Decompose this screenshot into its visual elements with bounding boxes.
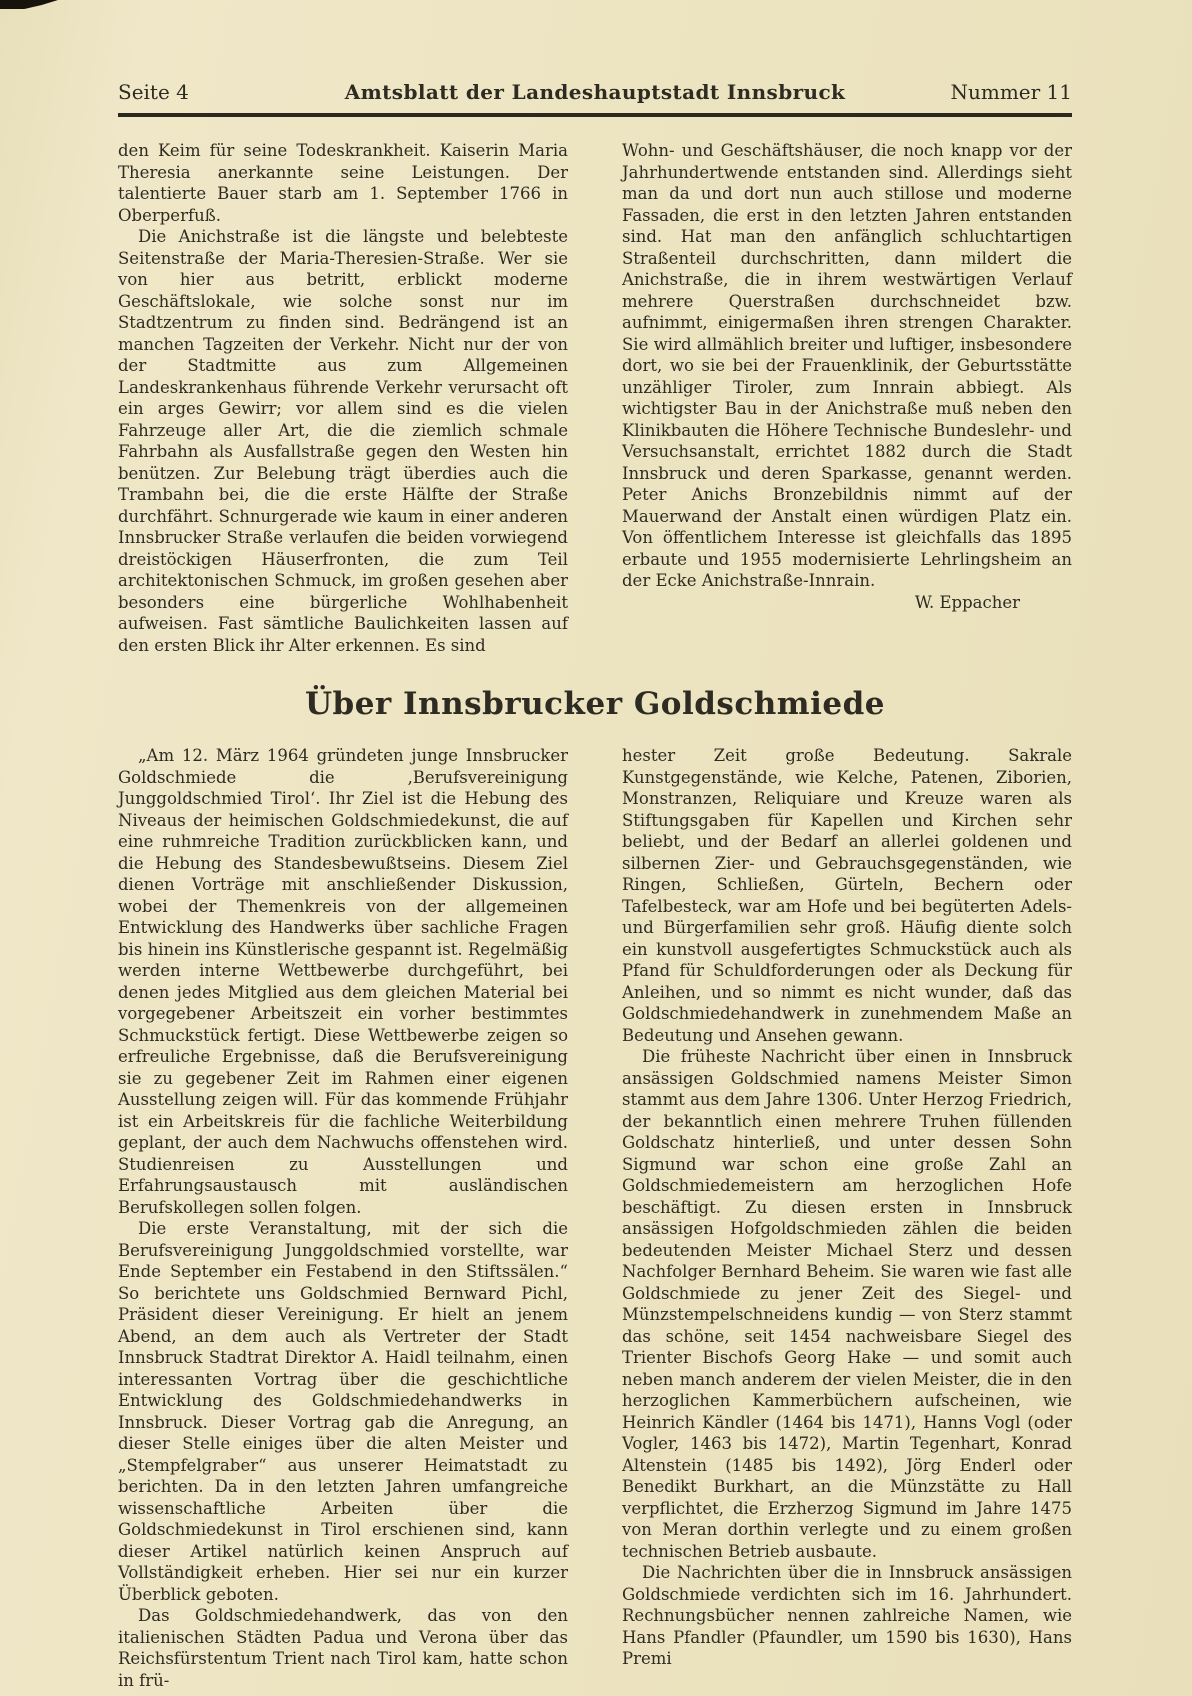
page-number-label: Seite 4 [118,80,189,104]
issue-number-label: Nummer 11 [950,80,1072,104]
author-byline: W. Eppacher [914,592,1020,612]
article-goldschmiede-heading: Über Innsbrucker Goldschmiede [304,686,885,722]
paragraph: Wohn- und Geschäftshäuser, die noch knapp vor der Jahrhundertwende entstanden sind. Allerdings sieht man da und dort nun auch stillose und moderne Fassaden, die erst in den letzten Jahren entstanden sind. Hat man den anfänglich schluchtartigen Straßenteil durchschritten, dann mildert die Anichstraße, die in ihrem westwärtigen Verlauf mehrere Querstraßen durchschneidet bzw. aufnimmt, einigermaßen ihren strengen Charakter. Sie wird allmählich breiter und luftiger, insbesondere dort, wo sie bei der Frauenklinik, der Geburtsstätte unzähliger Tiroler, zum Innrain abbiegt. Als wichtigster Bau in der Anichstraße muß neben den Klinikbauten die Höhere Technische Bundeslehr- und Versuchsanstalt, errichtet 1882 durch die Stadt Innsbruck und deren Sparkasse, genannt werden. Peter Anichs Bronzebildnis nimmt auf der Mauerwand der Anstalt einen würdigen Platz ein. Von öffentlichem Interesse ist gleichfalls das 1895 erbaute und 1955 modernisierte Lehrlingsheim an der Ecke Anichstraße-Innrain. [622,141,1072,590]
paragraph: Die früheste Nachricht über einen in Innsbruck ansässigen Goldschmied namens Meister Simon stammt aus dem Jahre 1306. Unter Herzog Friedrich, der bekanntlich einen mehrere Truhen füllenden Goldschatz hinterließ, und unter dessen Sohn Sigmund war schon eine große Zahl an Goldschmiedemeistern am herzoglichen Hofe beschäftigt. Zu diesen ersten in Innsbruck ansässigen Hofgoldschmieden zählen die beiden bedeutenden Meister Michael Sterz und dessen Nachfolger Bernhard Beheim. Sie waren wie fast alle Goldschmiede zu jener Zeit des Siegel- und Münzstempelschneidens kundig — von Sterz stammt das schöne, seit 1454 nachweisbare Siegel des Trienter Bischofs Georg Hake — und somit auch neben manch anderem der vielen Meister, die in den herzoglichen Kammerbüchern aufscheinen, wie Heinrich Kändler (1464 bis 1471), Hanns Vogl (oder Vogler, 1463 bis 1472), Martin Tegenhart, Konrad Altenstein (1485 bis 1492), Jörg Enderl oder Benedikt Burkhart, an die Münzstätte zu Hall verpflichtet, die Erzherzog Sigmund im Jahre 1475 von Meran dorthin verlegte und zu einem großen technischen Betrieb ausbaute. [622,1047,1072,1561]
paragraph: „Am 12. März 1964 gründeten junge Innsbrucker Goldschmiede die ‚Berufsvereinigung Junggoldschmied Tirol‘. Ihr Ziel ist die Hebung des Niveaus der heimischen Goldschmiedekunst, die auf eine ruhmreiche Tradition zurückblicken kann, und die Hebung des Standesbewußtseins. Diesem Ziel dienen Vorträge mit anschließender Diskussion, wobei der Themenkreis von der allgemeinen Entwicklung des Handwerks über sachliche Fragen bis hinein ins Künstlerische gespannt ist. Regelmäßig werden interne Wettbewerbe durchgeführt, bei denen jedes Mitglied aus dem gleichen Material bei vorgegebener Arbeitszeit ein vorher bestimmtes Schmuckstück fertigt. Diese Wettbewerbe zeigen so erfreuliche Ergebnisse, daß die Berufsvereinigung sie zu gegebener Zeit im Rahmen einer eigenen Ausstellung zeigen will. Für das kommende Frühjahr ist ein Arbeitskreis für die fachliche Weiterbildung geplant, der auch dem Nachwuchs offenstehen wird. Studienreisen zu Ausstellungen und Erfahrungsaustausch mit ausländischen Berufskollegen sollen folgen. [118,746,568,1217]
paragraph: Die Anichstraße ist die längste und belebteste Seitenstraße der Maria-Theresien-Straße. Wer sie von hier aus betritt, erblickt moderne Geschäftslokale, wie solche sonst nur im Stadtzentrum zu finden sind. Bedrängend ist an manchen Tagzeiten der Verkehr. Nicht nur der von der Stadtmitte aus zum Allgemeinen Landeskrankenhaus führende Verkehr verursacht oft ein arges Gewirr; vor allem sind es die vielen Fahrzeuge aller Art, die die ziemlich schmale Fahrbahn als Ausfallstraße gegen den Westen hin benützen. Zur Belebung trägt überdies auch die Trambahn bei, die die erste Hälfte der Straße durchfährt. Schnurgerade wie kaum in einer anderen Innsbrucker Straße verlaufen die beiden vorwiegend dreistöckigen Häuserfronten, die zum Teil architektonischen Schmuck, im großen gesehen aber besonders eine bürgerliche Wohlhabenheit aufweisen. Fast sämtliche Baulichkeiten lassen auf den ersten Blick ihr Alter erkennen. Es sind [118,227,568,655]
article-goldschmiede [118,745,1072,1691]
article-goldschmiede-left-column [118,745,568,1691]
article-anichstrasse-right-column [622,140,1072,656]
paragraph: den Keim für seine Todeskrankheit. Kaiserin Maria Theresia anerkannte seine Leistungen. Der talentierte Bauer starb am 1. September 1766 in Oberperfuß. [118,141,568,225]
scan-artifact [0,0,58,9]
article-anichstrasse-left-column [118,140,568,656]
paragraph: Die Nachrichten über die in Innsbruck ansässigen Goldschmiede verdichten sich im 16. Jahrhundert. Rechnungsbücher nennen zahlreiche Namen, wie Hans Pfandler (Pfaundler, um 1590 bis 1630), Hans Premi [622,1563,1072,1668]
publication-title: Amtsblatt der Landeshauptstadt Innsbruck [344,80,846,104]
page-header [118,80,1072,104]
paragraph: Die erste Veranstaltung, mit der sich die Berufsvereinigung Junggoldschmied vorstellte, war Ende September ein Festabend in den Stiftssälen.“ So berichtete uns Goldschmied Bernward Pichl, Präsident dieser Vereinigung. Er hielt an jenem Abend, an dem auch als Vertreter der Stadt Innsbruck Stadtrat Direktor A. Haidl teilnahm, einen interessanten Vortrag über die geschichtliche Entwicklung des Goldschmiedehandwerks in Innsbruck. Dieser Vortrag gab die Anregung, an dieser Stelle einiges über die alten Meister und „Stempfelgraber“ aus unserer Heimatstadt zu berichten. Da in den letzten Jahren umfangreiche wissenschaftliche Arbeiten über die Goldschmiedekunst in Tirol erschienen sind, kann dieser Artikel natürlich keinen Anspruch auf Vollständigkeit erheben. Hier sei nur ein kurzer Überblick geboten. [118,1219,568,1604]
article-anichstrasse [118,140,1072,656]
paragraph: Das Goldschmiedehandwerk, das von den italienischen Städten Padua und Verona über das Reichsfürstentum Trient nach Tirol kam, hatte schon in frü- [118,1606,568,1690]
paragraph: hester Zeit große Bedeutung. Sakrale Kunstgegenstände, wie Kelche, Patenen, Ziborien, Monstranzen, Reliquiare und Kreuze waren als Stiftungsgaben für Kapellen und Kirchen sehr beliebt, und der Bedarf an allerlei goldenen und silbernen Zier- und Gebrauchsgegenständen, wie Ringen, Schließen, Gürteln, Bechern oder Tafelbesteck, war am Hofe und bei begüterten Adels- und Bürgerfamilien sehr groß. Häufig diente solch ein kunstvoll ausgefertigtes Schmuckstück auch als Pfand für Schuldforderungen oder als Deckung für Anleihen, und so nimmt es nicht wunder, daß das Goldschmiedehandwerk in zunehmendem Maße an Bedeutung und Ansehen gewann. [622,746,1072,1045]
article-goldschmiede-right-column [622,745,1072,1691]
header-rule [118,113,1072,117]
